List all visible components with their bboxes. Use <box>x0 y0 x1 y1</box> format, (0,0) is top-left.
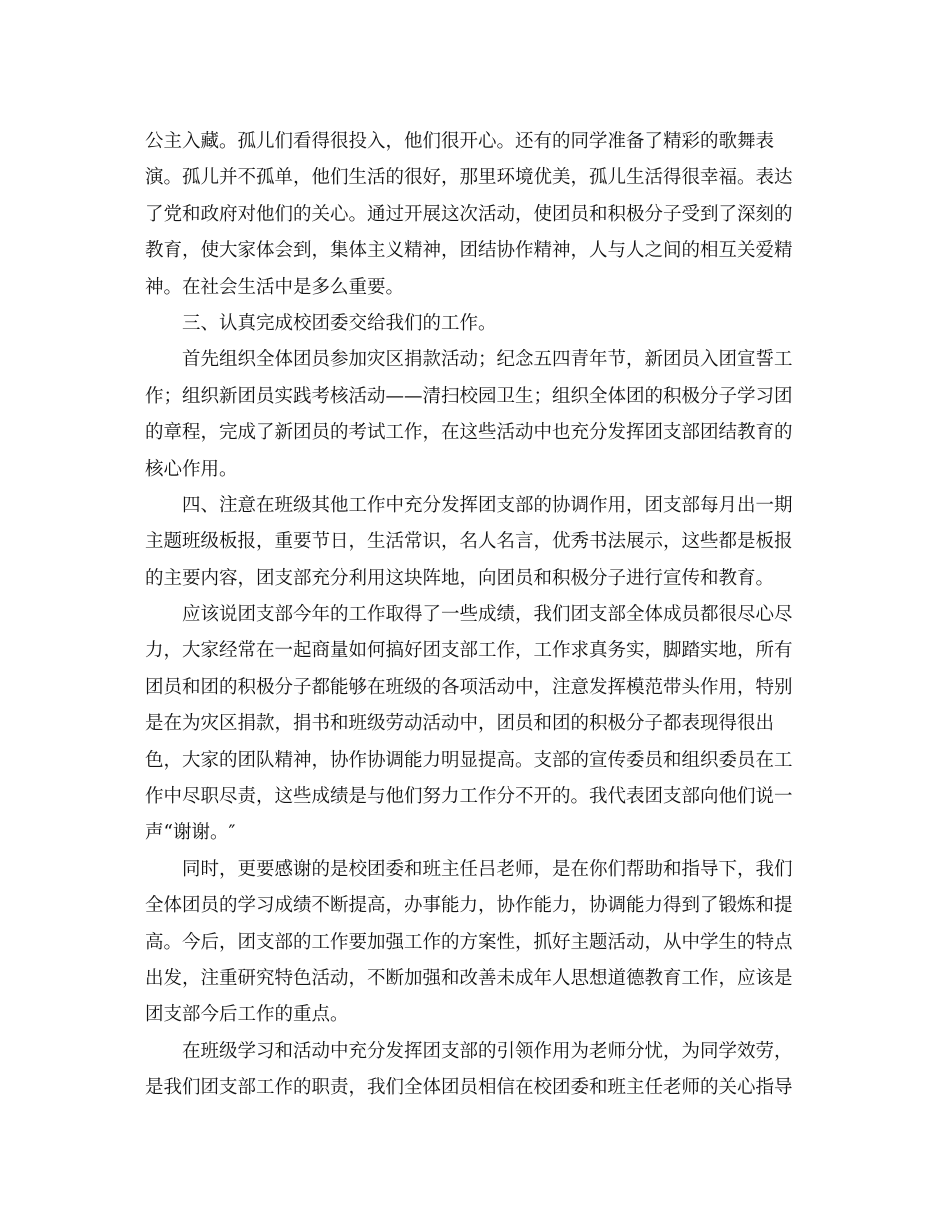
text-line: 演。孤儿并不孤单，他们生活的很好，那里环境优美，孤儿生活得很幸福。表达 <box>145 167 793 189</box>
section-heading: 四、注意在班级其他工作中充分发挥团支部的协调作用，团支部每月出一期 <box>182 494 793 516</box>
text-line: 高。今后，团支部的工作要加强工作的方案性，抓好主题活动，从中学生的特点 <box>145 931 793 953</box>
text-line: 应该说团支部今年的工作取得了一些成绩，我们团支部全体成员都很尽心尽 <box>182 604 793 626</box>
text-line: 全体团员的学习成绩不断提高，办事能力，协作能力，协调能力得到了锻炼和提 <box>145 895 793 917</box>
text-line: 神。在社会生活中是多么重要。 <box>145 276 405 298</box>
text-line: 色，大家的团队精神，协作协调能力明显提高。支部的宣传委员和组织委员在工 <box>145 749 793 771</box>
text-line: 团支部今后工作的重点。 <box>145 1004 349 1026</box>
text-line: 声“谢谢。″ <box>145 822 236 844</box>
text-line: 主题班级板报，重要节日，生活常识，名人名言，优秀书法展示，这些都是板报 <box>145 531 793 553</box>
text-line: 是我们团支部工作的职责，我们全体团员相信在校团委和班主任老师的关心指导 <box>145 1077 793 1099</box>
text-line: 在班级学习和活动中充分发挥团支部的引领作用为老师分忧，为同学效劳， <box>182 1040 793 1062</box>
text-line: 了党和政府对他们的关心。通过开展这次活动，使团员和积极分子受到了深刻的 <box>145 203 793 225</box>
text-line: 同时，更要感谢的是校团委和班主任吕老师，是在你们帮助和指导下，我们 <box>182 858 793 880</box>
text-line: 核心作用。 <box>145 458 238 480</box>
text-line: 的主要内容，团支部充分利用这块阵地，向团员和积极分子进行宣传和教育。 <box>145 567 775 589</box>
text-line: 出发，注重研究特色活动，不断加强和改善未成年人思想道德教育工作，应该是 <box>145 967 793 989</box>
text-line: 的章程，完成了新团员的考试工作，在这些活动中也充分发挥团支部团结教育的 <box>145 422 793 444</box>
text-line: 教育，使大家体会到，集体主义精神，团结协作精神，人与人之间的相互关爱精 <box>145 240 793 262</box>
section-heading: 三、认真完成校团委交给我们的工作。 <box>182 312 497 334</box>
text-line: 团员和团的积极分子都能够在班级的各项活动中，注意发挥模范带头作用，特别 <box>145 676 793 698</box>
text-line: 是在为灾区捐款，捐书和班级劳动活动中，团员和团的积极分子都表现得很出 <box>145 713 775 735</box>
document-body <box>145 124 805 1107</box>
text-line: 作中尽职尽责，这些成绩是与他们努力工作分不开的。我代表团支部向他们说一 <box>145 786 793 808</box>
text-line: 力，大家经常在一起商量如何搞好团支部工作，工作求真务实，脚踏实地，所有 <box>145 640 793 662</box>
text-line: 首先组织全体团员参加灾区捐款活动；纪念五四青年节，新团员入团宣誓工 <box>182 349 793 371</box>
text-line: 作；组织新团员实践考核活动——清扫校园卫生；组织全体团的积极分子学习团 <box>145 385 793 407</box>
text-line: 公主入藏。孤儿们看得很投入，他们很开心。还有的同学准备了精彩的歌舞表 <box>145 131 775 152</box>
